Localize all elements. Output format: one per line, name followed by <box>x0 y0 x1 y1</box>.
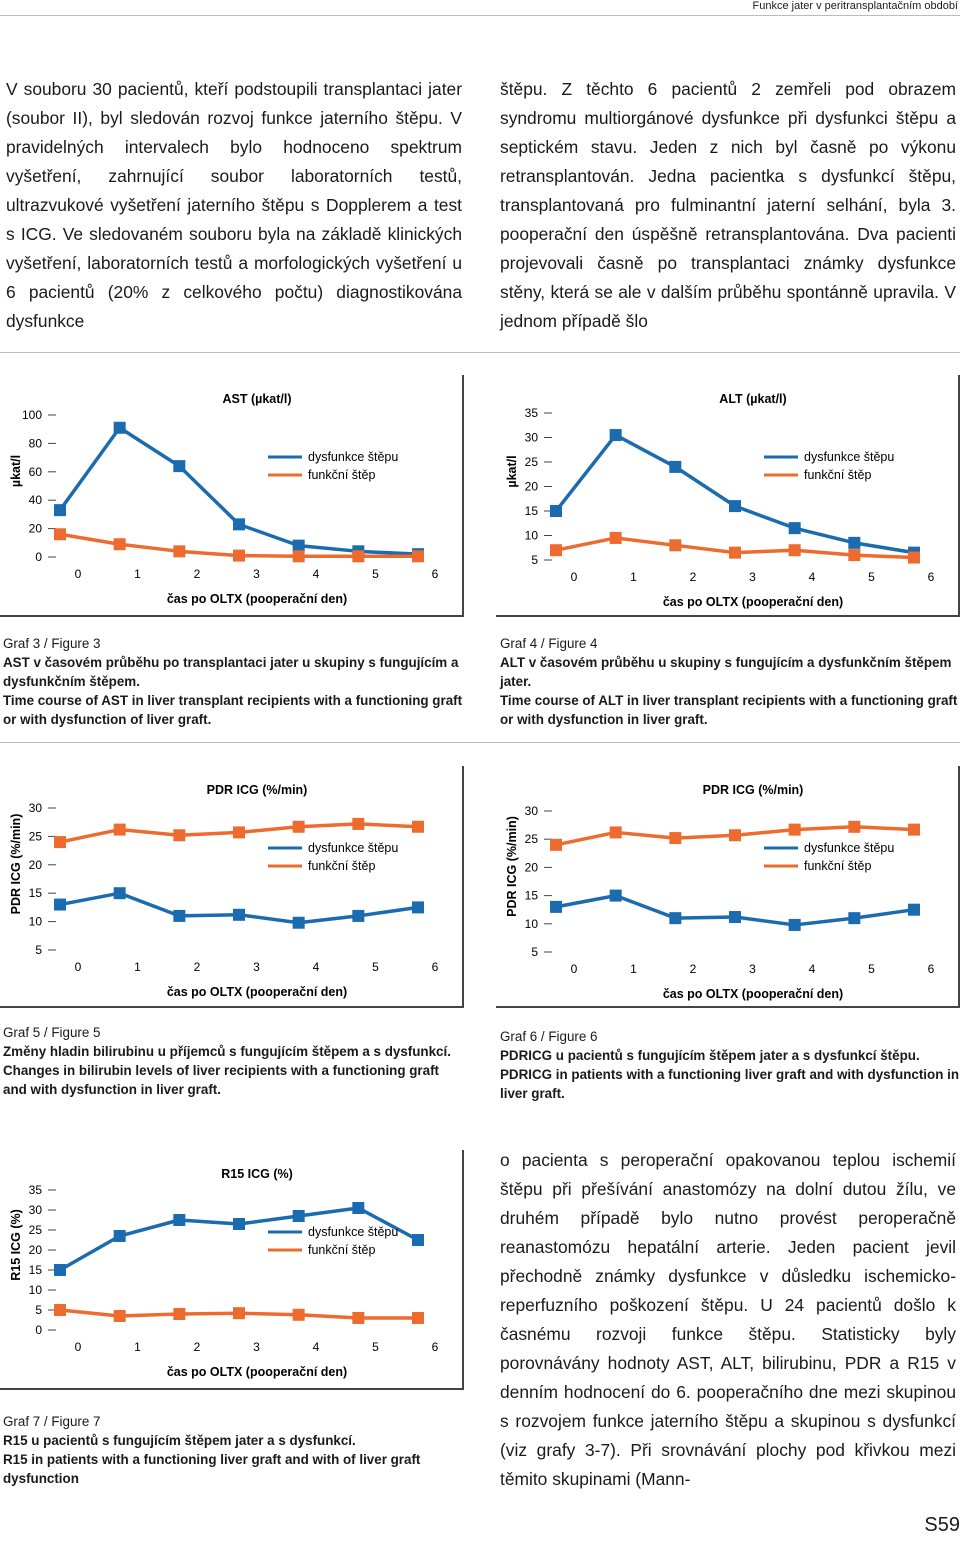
caption-english: Time course of ALT in liver transplant recipients with a functioning graft or with dysfunction in liver graft. <box>500 693 958 727</box>
data-point <box>550 839 562 851</box>
chart-title: PDR ICG (%/min) <box>206 783 308 797</box>
y-tick-label: 5 <box>35 1303 42 1317</box>
chart-title: ALT (µkat/l) <box>719 392 787 406</box>
header-rule <box>0 15 960 16</box>
data-point <box>669 461 681 473</box>
data-point <box>789 522 801 534</box>
y-axis-label: PDR ICG (%/min) <box>9 813 23 915</box>
legend-label: dysfunkce štěpu <box>308 450 399 464</box>
data-point <box>789 544 801 556</box>
x-tick-label: 0 <box>74 567 82 581</box>
y-tick-label: 20 <box>28 521 42 536</box>
section-rule-2 <box>0 742 960 743</box>
data-point <box>848 912 860 924</box>
x-tick-label: 2 <box>193 1340 201 1354</box>
y-tick-label: 5 <box>35 943 42 957</box>
x-tick-label: 4 <box>312 1340 320 1354</box>
x-tick-label: 6 <box>431 960 439 974</box>
data-point <box>908 552 920 564</box>
data-point <box>610 429 622 441</box>
x-tick-label: 5 <box>868 962 875 976</box>
data-point <box>173 545 185 557</box>
data-point <box>54 899 66 911</box>
data-point <box>173 910 185 922</box>
legend-label: funkční štěp <box>308 1243 376 1257</box>
data-point <box>352 818 364 830</box>
data-point <box>908 904 920 916</box>
x-tick-label: 0 <box>570 570 578 584</box>
caption-label: Graf 4 / Figure 4 <box>500 636 598 651</box>
x-tick-label: 6 <box>927 962 935 976</box>
legend-label: funkční štěp <box>308 468 376 482</box>
y-tick-label: 35 <box>28 1183 42 1197</box>
x-tick-label: 5 <box>372 1340 379 1354</box>
caption-english: R15 in patients with a functioning liver graft and with of liver graft dysfunction <box>3 1452 421 1486</box>
x-tick-label: 3 <box>749 570 756 584</box>
x-axis-label: čas po OLTX (pooperační den) <box>166 1365 348 1379</box>
data-point <box>54 836 66 848</box>
chart-svg <box>496 375 958 615</box>
data-point <box>908 824 920 836</box>
data-point <box>848 549 860 561</box>
data-point <box>114 1310 126 1322</box>
x-tick-label: 2 <box>689 570 697 584</box>
y-tick-label: 20 <box>524 479 538 494</box>
x-tick-label: 6 <box>431 1340 439 1354</box>
x-tick-label: 3 <box>253 567 260 581</box>
y-tick-label: 35 <box>524 406 538 420</box>
data-point <box>233 518 245 530</box>
y-tick-label: 25 <box>524 455 538 469</box>
x-axis-label: čas po OLTX (pooperační den) <box>662 595 844 609</box>
series-line-dysfunction <box>60 428 418 554</box>
data-point <box>233 909 245 921</box>
data-point <box>789 919 801 931</box>
data-point <box>412 821 424 833</box>
data-point <box>669 539 681 551</box>
x-tick-label: 3 <box>749 962 756 976</box>
legend-label: dysfunkce štěpu <box>308 841 399 855</box>
body-paragraph-col1-top: V souboru 30 pacientů, kteří podstoupili transplantaci jater (soubor II), byl sledován rozvoj funkce jaterního štěpu. V pravidelných intervalech bylo hodnoceno spektrum vyšetření, zahrnující soubor laboratorních testů, ultrazvukové vyšetření jaterního štěpu s Dopplerem a test s ICG. Ve sledovaném souboru byla na základě klinických vyšetření, laboratorních testů a morfologických vyšetření u 6 pacientů (20% z celkového počtu) diagnostikována dysfunkce <box>6 79 462 331</box>
data-point <box>54 1264 66 1276</box>
data-point <box>233 826 245 838</box>
chart-graf-4 <box>496 375 960 617</box>
chart-title: R15 ICG (%) <box>221 1167 293 1181</box>
x-tick-label: 4 <box>808 962 816 976</box>
x-tick-label: 2 <box>193 567 201 581</box>
data-point <box>729 911 741 923</box>
y-tick-label: 5 <box>531 945 538 959</box>
data-point <box>293 550 305 562</box>
y-tick-label: 80 <box>28 436 42 451</box>
caption-czech: R15 u pacientů s fungujícím štěpem jater a s dysfunkcí. <box>3 1433 356 1448</box>
x-tick-label: 1 <box>134 567 141 581</box>
y-tick-label: 60 <box>28 464 42 479</box>
chart-svg <box>0 375 462 615</box>
data-point <box>114 1230 126 1242</box>
y-tick-label: 5 <box>531 553 538 567</box>
x-tick-label: 3 <box>253 1340 260 1354</box>
data-point <box>173 829 185 841</box>
running-head: Funkce jater v peritransplantačním období <box>752 0 958 12</box>
caption-czech: PDRICG u pacientů s fungujícím štěpem jater a s dysfunkcí štěpu. <box>500 1048 920 1063</box>
x-tick-label: 2 <box>689 962 697 976</box>
data-point <box>789 824 801 836</box>
x-tick-label: 0 <box>74 960 82 974</box>
data-point <box>54 1304 66 1316</box>
data-point <box>173 1214 185 1226</box>
legend-label: dysfunkce štěpu <box>804 450 895 464</box>
data-point <box>114 538 126 550</box>
body-paragraph-col2-bottom: o pacienta s peroperační opakovanou teplou ischemií štěpu při přešívání anastomózy na dolní dutou žílu, ve druhém případě bylo nutno provést peroperačně reanastomózu hepatální arterie. Jeden pacient jevil přechodně známky dysfunkce v důsledku ischemicko-reperfuzního poškození štěpu. U 24 pacientů došlo k časnému rozvoji funkce štěpu. Statisticky byly porovnávány hodnoty AST, ALT, bilirubinu, PDR a R15 v denním hodnocení do 6. pooperačního dne mezi skupinou s rozvojem funkce jaterního štěpu a skupinou s dysfunkcí (viz grafy 3-7). Při srovnávání plochy pod křivkou mezi těmito skupinami (Mann- <box>500 1150 956 1489</box>
x-tick-label: 6 <box>431 567 439 581</box>
y-tick-label: 0 <box>35 550 42 564</box>
x-tick-label: 6 <box>927 570 935 584</box>
data-point <box>729 547 741 559</box>
y-axis-label: µkat/l <box>505 455 519 488</box>
data-point <box>550 901 562 913</box>
caption-label: Graf 7 / Figure 7 <box>3 1414 101 1429</box>
data-point <box>233 1218 245 1230</box>
y-axis-label: µkat/l <box>9 454 23 488</box>
y-tick-label: 15 <box>28 1263 42 1277</box>
data-point <box>550 544 562 556</box>
x-tick-label: 5 <box>372 960 379 974</box>
section-rule-1 <box>0 352 960 353</box>
y-tick-label: 25 <box>524 832 538 847</box>
data-point <box>352 910 364 922</box>
caption-label: Graf 6 / Figure 6 <box>500 1029 598 1044</box>
page-number: S59 <box>924 1514 960 1536</box>
legend-label: funkční štěp <box>804 468 872 482</box>
y-tick-label: 30 <box>28 1203 42 1217</box>
data-point <box>412 550 424 562</box>
y-tick-label: 30 <box>524 430 538 445</box>
y-tick-label: 15 <box>28 886 42 901</box>
caption-label: Graf 5 / Figure 5 <box>3 1025 101 1040</box>
x-axis-label: čas po OLTX (pooperační den) <box>662 987 844 1001</box>
x-tick-label: 4 <box>312 567 320 581</box>
chart-svg <box>0 1150 462 1388</box>
legend-label: funkční štěp <box>804 859 872 873</box>
y-tick-label: 25 <box>28 1223 42 1237</box>
x-tick-label: 1 <box>134 960 141 974</box>
caption-czech: AST v časovém průběhu po transplantaci jater u skupiny s fungujícím a dysfunkčním štěpem. <box>3 655 459 689</box>
legend-label: dysfunkce štěpu <box>804 841 895 855</box>
data-point <box>610 826 622 838</box>
y-axis-label: R15 ICG (%) <box>9 1209 23 1281</box>
body-paragraph-col2-top: štěpu. Z těchto 6 pacientů 2 zemřeli pod obrazem syndromu multiorgánové dysfunkce při dysfunkci štěpu a septickém stavu. Jeden z nich byl časně po výkonu retransplantován. Jedna pacientka s dysfunkcí štěpu, transplantovaná pro fulminantní jaterní selhání, byla 3. pooperační den úspěšně retransplantována. Dva pacienti projevovali časně po transplantaci známky dysfunkce stěny, která se ale v dalším průběhu spontánně upravila. V jednom případě šlo <box>500 79 956 331</box>
caption-english: PDRICG in patients with a functioning liver graft and with dysfunction in liver graft. <box>500 1067 960 1101</box>
caption-graf-3 <box>3 634 463 729</box>
chart-svg <box>496 766 958 1006</box>
y-tick-label: 20 <box>28 1243 42 1257</box>
caption-czech: Změny hladin bilirubinu u příjemců s fungujícím štěpem a s dysfunkcí. <box>3 1044 451 1059</box>
data-point <box>293 1210 305 1222</box>
y-tick-label: 10 <box>524 528 538 543</box>
caption-graf-5 <box>3 1023 463 1099</box>
chart-title: PDR ICG (%/min) <box>702 783 804 797</box>
x-tick-label: 0 <box>570 962 578 976</box>
caption-graf-6 <box>500 1027 960 1103</box>
chart-graf-7 <box>0 1150 464 1390</box>
data-point <box>610 890 622 902</box>
x-axis-label: čas po OLTX (pooperační den) <box>166 985 348 999</box>
y-tick-label: 0 <box>35 1323 42 1337</box>
data-point <box>412 1234 424 1246</box>
y-tick-label: 15 <box>524 504 538 518</box>
x-tick-label: 1 <box>630 570 637 584</box>
y-tick-label: 30 <box>524 804 538 818</box>
data-point <box>293 1309 305 1321</box>
data-point <box>729 500 741 512</box>
y-tick-label: 10 <box>524 916 538 931</box>
x-axis-label: čas po OLTX (pooperační den) <box>166 592 348 606</box>
caption-english: Time course of AST in liver transplant recipients with a functioning graft or with dysfunction of liver graft. <box>3 693 463 727</box>
x-tick-label: 3 <box>253 960 260 974</box>
chart-svg <box>0 766 462 1006</box>
caption-english: Changes in bilirubin levels of liver recipients with a functioning graft and with dysfunction in liver graft. <box>3 1063 440 1097</box>
chart-graf-5 <box>0 766 464 1008</box>
data-point <box>412 901 424 913</box>
x-tick-label: 4 <box>312 960 320 974</box>
data-point <box>173 460 185 472</box>
data-point <box>293 540 305 552</box>
data-point <box>293 821 305 833</box>
y-tick-label: 10 <box>28 914 42 929</box>
chart-title: AST (µkat/l) <box>222 392 292 406</box>
data-point <box>848 821 860 833</box>
x-tick-label: 4 <box>808 570 816 584</box>
x-tick-label: 2 <box>193 960 201 974</box>
chart-graf-3 <box>0 375 464 617</box>
y-tick-label: 30 <box>28 801 42 815</box>
data-point <box>669 832 681 844</box>
x-tick-label: 0 <box>74 1340 82 1354</box>
data-point <box>54 504 66 516</box>
y-tick-label: 40 <box>28 493 42 508</box>
data-point <box>114 824 126 836</box>
x-tick-label: 1 <box>134 1340 141 1354</box>
chart-graf-6 <box>496 766 960 1008</box>
data-point <box>173 1308 185 1320</box>
x-tick-label: 5 <box>868 570 875 584</box>
caption-czech: ALT v časovém průběhu u skupiny s fungujícím a dysfunkčním štěpem jater. <box>500 655 952 689</box>
y-tick-label: 15 <box>524 888 538 903</box>
data-point <box>114 422 126 434</box>
data-point <box>293 917 305 929</box>
y-tick-label: 20 <box>524 860 538 875</box>
legend-label: dysfunkce štěpu <box>308 1225 399 1239</box>
y-tick-label: 25 <box>28 829 42 844</box>
data-point <box>114 887 126 899</box>
data-point <box>352 1312 364 1324</box>
data-point <box>352 1202 364 1214</box>
caption-label: Graf 3 / Figure 3 <box>3 636 101 651</box>
data-point <box>729 829 741 841</box>
data-point <box>412 1312 424 1324</box>
y-tick-label: 100 <box>21 408 42 422</box>
x-tick-label: 5 <box>372 567 379 581</box>
data-point <box>550 505 562 517</box>
legend-label: funkční štěp <box>308 859 376 873</box>
x-tick-label: 1 <box>630 962 637 976</box>
data-point <box>233 550 245 562</box>
data-point <box>848 537 860 549</box>
y-tick-label: 10 <box>28 1283 42 1297</box>
data-point <box>352 550 364 562</box>
data-point <box>233 1307 245 1319</box>
y-tick-label: 20 <box>28 857 42 872</box>
caption-graf-7 <box>3 1412 463 1488</box>
data-point <box>610 532 622 544</box>
caption-graf-4 <box>500 634 960 729</box>
data-point <box>669 912 681 924</box>
y-axis-label: PDR ICG (%/min) <box>505 816 519 917</box>
data-point <box>54 528 66 540</box>
